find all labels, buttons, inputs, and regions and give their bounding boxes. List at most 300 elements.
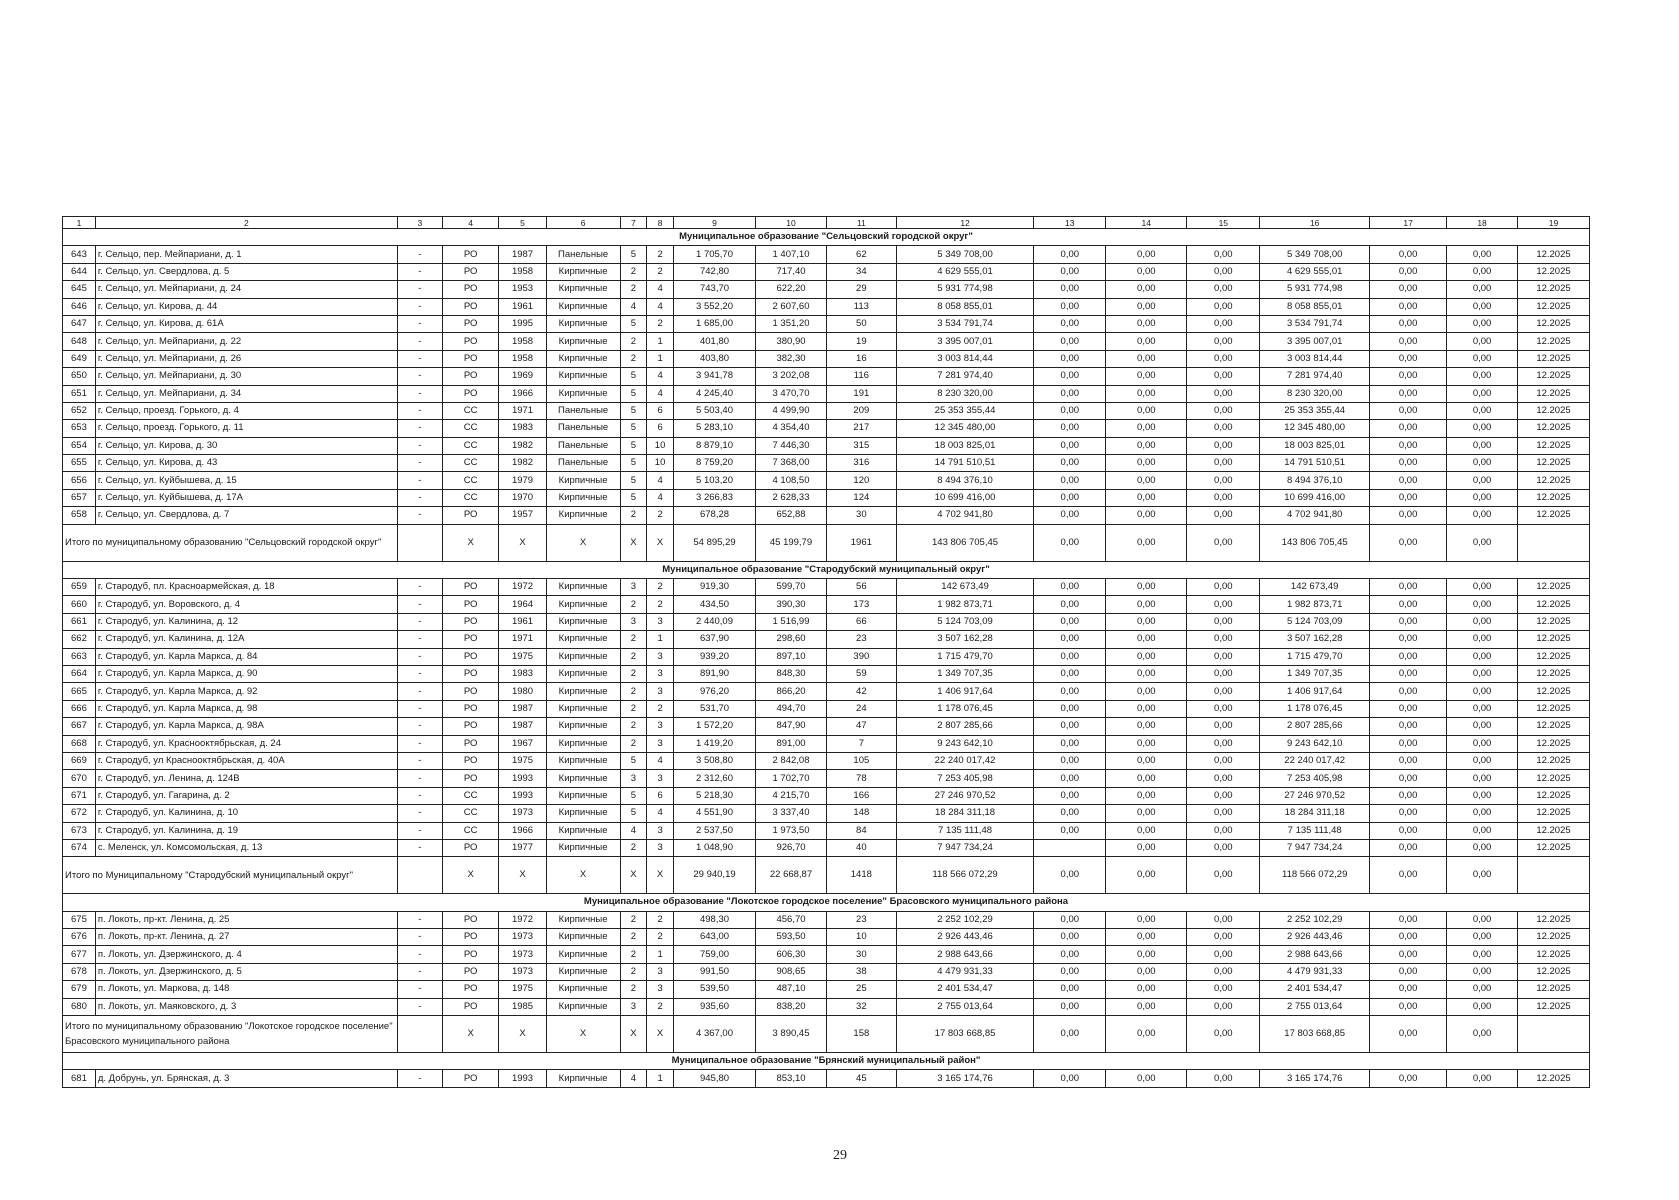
table-cell: Кирпичные: [546, 315, 620, 332]
table-cell: 680: [63, 998, 96, 1015]
table-cell: 0,00: [1447, 805, 1518, 822]
table-cell: 5: [620, 420, 647, 437]
table-row: [63, 263, 1590, 280]
total-cell: 0,00: [1187, 1016, 1260, 1053]
table-cell: 670: [63, 770, 96, 787]
table-cell: 0,00: [1370, 700, 1447, 717]
table-cell: 0,00: [1447, 489, 1518, 506]
table-cell: 2 807 285,66: [896, 718, 1034, 735]
table-cell: 674: [63, 839, 96, 856]
table-cell: 5: [620, 455, 647, 472]
table-cell: 0,00: [1370, 839, 1447, 856]
table-cell: 7 253 405,98: [896, 770, 1034, 787]
total-cell: Х: [442, 524, 498, 561]
table-cell: 0,00: [1447, 385, 1518, 402]
table-cell: 3 552,20: [673, 298, 755, 315]
table-cell: 0,00: [1106, 648, 1187, 665]
table-cell: 0,00: [1034, 385, 1106, 402]
table-cell: 0,00: [1370, 665, 1447, 682]
table-cell: 78: [826, 770, 896, 787]
table-cell: 0,00: [1370, 472, 1447, 489]
table-row: [63, 281, 1590, 298]
total-cell: Х: [546, 857, 620, 894]
table-cell: 2: [647, 246, 674, 263]
table-cell: 5 124 703,09: [1260, 613, 1370, 630]
table-cell: 9 243 642,10: [896, 735, 1034, 752]
address-cell: п. Локоть, пр-кт. Ленина, д. 27: [95, 929, 397, 946]
table-cell: 2: [620, 507, 647, 524]
table-cell: 12.2025: [1517, 963, 1589, 980]
table-row: [63, 437, 1590, 454]
total-cell: 143 806 705,45: [1260, 524, 1370, 561]
table-cell: СС: [442, 805, 498, 822]
table-cell: 5: [620, 752, 647, 769]
table-cell: 0,00: [1106, 437, 1187, 454]
table-cell: 662: [63, 631, 96, 648]
table-cell: 0,00: [1187, 700, 1260, 717]
table-row: [63, 1070, 1590, 1087]
table-cell: 669: [63, 752, 96, 769]
table-cell: 2: [647, 315, 674, 332]
table-cell: 2 252 102,29: [896, 911, 1034, 928]
table-cell: 18 003 825,01: [1260, 437, 1370, 454]
table-cell: 50: [826, 315, 896, 332]
table-cell: 0,00: [1106, 822, 1187, 839]
table-cell: 681: [63, 1070, 96, 1087]
table-cell: 498,30: [673, 911, 755, 928]
table-cell: 0,00: [1106, 805, 1187, 822]
table-cell: -: [397, 472, 442, 489]
table-cell: 0,00: [1034, 648, 1106, 665]
table-cell: 84: [826, 822, 896, 839]
table-cell: -: [397, 596, 442, 613]
table-cell: 663: [63, 648, 96, 665]
table-cell: 5 124 703,09: [896, 613, 1034, 630]
table-cell: 124: [826, 489, 896, 506]
total-cell: 1961: [826, 524, 896, 561]
total-cell: Х: [546, 1016, 620, 1053]
table-cell: 3 941,78: [673, 368, 755, 385]
table-cell: 0,00: [1106, 787, 1187, 804]
table-cell: Кирпичные: [546, 718, 620, 735]
table-cell: РО: [442, 981, 498, 998]
table-row: [63, 420, 1590, 437]
table-cell: 657: [63, 489, 96, 506]
table-cell: РО: [442, 368, 498, 385]
table-cell: 12.2025: [1517, 489, 1589, 506]
table-cell: 1 048,90: [673, 839, 755, 856]
table-row: [63, 596, 1590, 613]
table-cell: -: [397, 385, 442, 402]
table-cell: Кирпичные: [546, 770, 620, 787]
table-cell: 0,00: [1447, 631, 1518, 648]
table-cell: 0,00: [1034, 455, 1106, 472]
table-row: [63, 981, 1590, 998]
column-number-row: [63, 217, 1590, 229]
table-row: [63, 298, 1590, 315]
table-cell: 32: [826, 998, 896, 1015]
table-cell: 0,00: [1187, 368, 1260, 385]
table-cell: 0,00: [1370, 402, 1447, 419]
table-cell: 0,00: [1187, 333, 1260, 350]
table-cell: 866,20: [756, 683, 827, 700]
table-cell: РО: [442, 298, 498, 315]
address-cell: г. Стародуб, ул. Калинина, д. 19: [95, 822, 397, 839]
column-number-header: 17: [1370, 217, 1447, 229]
table-cell: 4: [647, 805, 674, 822]
table-cell: 0,00: [1034, 631, 1106, 648]
table-cell: 2 926 443,46: [1260, 929, 1370, 946]
table-cell: СС: [442, 489, 498, 506]
table-cell: СС: [442, 437, 498, 454]
table-cell: 38: [826, 963, 896, 980]
table-cell: 606,30: [756, 946, 827, 963]
column-number-header: 14: [1106, 217, 1187, 229]
section-total-row: [63, 1016, 1590, 1053]
total-cell: [397, 1016, 442, 1053]
table-cell: 0,00: [1370, 770, 1447, 787]
table-cell: Кирпичные: [546, 648, 620, 665]
address-cell: п. Локоть, ул. Маяковского, д. 3: [95, 998, 397, 1015]
table-cell: -: [397, 700, 442, 717]
table-cell: 1987: [499, 718, 546, 735]
table-cell: 7 368,00: [756, 455, 827, 472]
table-cell: -: [397, 281, 442, 298]
table-cell: 10 699 416,00: [1260, 489, 1370, 506]
table-row: [63, 683, 1590, 700]
table-cell: 0,00: [1106, 770, 1187, 787]
table-cell: 5: [620, 402, 647, 419]
table-cell: 4: [620, 1070, 647, 1087]
table-cell: 1 982 873,71: [1260, 596, 1370, 613]
address-cell: п. Локоть, пр-кт. Ленина, д. 25: [95, 911, 397, 928]
table-cell: 0,00: [1187, 911, 1260, 928]
table-cell: СС: [442, 472, 498, 489]
table-cell: 1973: [499, 946, 546, 963]
table-cell: Кирпичные: [546, 385, 620, 402]
table-cell: 2: [620, 839, 647, 856]
table-row: [63, 472, 1590, 489]
table-cell: РО: [442, 963, 498, 980]
table-cell: 2: [620, 735, 647, 752]
table-cell: 2: [620, 333, 647, 350]
table-cell: 659: [63, 579, 96, 596]
table-row: [63, 489, 1590, 506]
table-cell: -: [397, 770, 442, 787]
table-cell: 0,00: [1187, 613, 1260, 630]
table-cell: 2 607,60: [756, 298, 827, 315]
total-cell: Х: [546, 524, 620, 561]
table-cell: 0,00: [1187, 963, 1260, 980]
table-cell: 0,00: [1370, 787, 1447, 804]
table-cell: 0,00: [1106, 735, 1187, 752]
table-cell: 12.2025: [1517, 385, 1589, 402]
table-cell: 5: [620, 805, 647, 822]
table-cell: 2: [620, 718, 647, 735]
table-cell: 4 702 941,80: [896, 507, 1034, 524]
table-cell: 1958: [499, 263, 546, 280]
table-cell: СС: [442, 420, 498, 437]
table-cell: 142 673,49: [896, 579, 1034, 596]
table-cell: 4 479 931,33: [896, 963, 1034, 980]
table-cell: -: [397, 998, 442, 1015]
table-cell: Панельные: [546, 420, 620, 437]
table-cell: 0,00: [1370, 998, 1447, 1015]
table-cell: 2: [620, 929, 647, 946]
table-cell: 59: [826, 665, 896, 682]
total-cell: Х: [647, 524, 674, 561]
table-cell: 0,00: [1034, 822, 1106, 839]
table-cell: 4 215,70: [756, 787, 827, 804]
table-cell: 12.2025: [1517, 472, 1589, 489]
table-cell: 0,00: [1034, 420, 1106, 437]
column-number-header: 9: [673, 217, 755, 229]
table-cell: 0,00: [1370, 333, 1447, 350]
table-cell: 0,00: [1034, 946, 1106, 963]
table-row: [63, 665, 1590, 682]
table-cell: 0,00: [1106, 1070, 1187, 1087]
table-cell: 1983: [499, 420, 546, 437]
table-cell: 4 245,40: [673, 385, 755, 402]
table-cell: 12 345 480,00: [1260, 420, 1370, 437]
table-cell: 1 349 707,35: [1260, 665, 1370, 682]
table-cell: 0,00: [1106, 385, 1187, 402]
table-cell: 12.2025: [1517, 911, 1589, 928]
table-cell: 403,80: [673, 350, 755, 367]
table-cell: -: [397, 718, 442, 735]
table-cell: 0,00: [1370, 489, 1447, 506]
table-cell: 0,00: [1370, 246, 1447, 263]
address-cell: г. Стародуб, ул. Карла Маркса, д. 98: [95, 700, 397, 717]
table-cell: 0,00: [1187, 385, 1260, 402]
table-cell: 22 240 017,42: [896, 752, 1034, 769]
table-cell: Кирпичные: [546, 805, 620, 822]
table-cell: 6: [647, 402, 674, 419]
table-cell: -: [397, 333, 442, 350]
table-cell: 12.2025: [1517, 579, 1589, 596]
table-cell: 18 284 311,18: [1260, 805, 1370, 822]
table-cell: 1 351,20: [756, 315, 827, 332]
table-cell: 0,00: [1034, 298, 1106, 315]
section-total-row: [63, 857, 1590, 894]
table-cell: 0,00: [1187, 281, 1260, 298]
table-cell: 3: [647, 683, 674, 700]
table-cell: 0,00: [1034, 770, 1106, 787]
table-cell: 4: [647, 489, 674, 506]
table-cell: 0,00: [1187, 596, 1260, 613]
address-cell: г. Стародуб, ул. Воровского, д. 4: [95, 596, 397, 613]
table-cell: 3 003 814,44: [896, 350, 1034, 367]
table-cell: 0,00: [1187, 263, 1260, 280]
table-cell: 0,00: [1034, 437, 1106, 454]
table-cell: 0,00: [1034, 489, 1106, 506]
table-cell: 12.2025: [1517, 281, 1589, 298]
table-cell: Панельные: [546, 437, 620, 454]
address-cell: г. Сельцо, пер. Мейпариани, д. 1: [95, 246, 397, 263]
table-cell: РО: [442, 613, 498, 630]
table-cell: 3: [647, 718, 674, 735]
table-cell: 647: [63, 315, 96, 332]
column-number-header: 2: [95, 217, 397, 229]
table-cell: 645: [63, 281, 96, 298]
table-cell: РО: [442, 929, 498, 946]
table-cell: 1970: [499, 489, 546, 506]
table-cell: РО: [442, 700, 498, 717]
table-row: [63, 822, 1590, 839]
table-cell: Кирпичные: [546, 298, 620, 315]
table-cell: 0,00: [1034, 472, 1106, 489]
table-cell: 173: [826, 596, 896, 613]
table-cell: Панельные: [546, 455, 620, 472]
table-cell: 0,00: [1447, 963, 1518, 980]
table-cell: -: [397, 683, 442, 700]
table-cell: Кирпичные: [546, 929, 620, 946]
table-cell: 679: [63, 981, 96, 998]
table-cell: 2 401 534,47: [1260, 981, 1370, 998]
table-cell: 0,00: [1187, 472, 1260, 489]
table-cell: 2 252 102,29: [1260, 911, 1370, 928]
table-cell: 8 230 320,00: [1260, 385, 1370, 402]
table-cell: 1 982 873,71: [896, 596, 1034, 613]
table-cell: 0,00: [1447, 579, 1518, 596]
table-cell: 12.2025: [1517, 507, 1589, 524]
table-cell: 1 419,20: [673, 735, 755, 752]
table-cell: -: [397, 368, 442, 385]
table-cell: 5: [620, 315, 647, 332]
table-cell: 0,00: [1370, 752, 1447, 769]
table-cell: 0,00: [1187, 579, 1260, 596]
table-cell: 652,88: [756, 507, 827, 524]
table-cell: 0,00: [1106, 350, 1187, 367]
table-cell: 5: [620, 489, 647, 506]
table-cell: 3: [647, 648, 674, 665]
table-cell: 209: [826, 402, 896, 419]
table-cell: 5: [620, 385, 647, 402]
table-cell: 0,00: [1106, 472, 1187, 489]
section-title: Муниципальное образование "Стародубский муниципальный округ": [63, 561, 1590, 578]
table-cell: 1 178 076,45: [1260, 700, 1370, 717]
table-cell: РО: [442, 718, 498, 735]
table-cell: 0,00: [1447, 315, 1518, 332]
total-cell: 1418: [826, 857, 896, 894]
address-cell: г. Сельцо, ул. Мейпариани, д. 30: [95, 368, 397, 385]
table-cell: 5 931 774,98: [1260, 281, 1370, 298]
table-cell: РО: [442, 1070, 498, 1087]
address-cell: г. Сельцо, ул. Мейпариани, д. 26: [95, 350, 397, 367]
table-row: [63, 648, 1590, 665]
table-cell: Кирпичные: [546, 822, 620, 839]
table-cell: 34: [826, 263, 896, 280]
table-cell: 0,00: [1447, 472, 1518, 489]
table-cell: 661: [63, 613, 96, 630]
total-cell: 22 668,87: [756, 857, 827, 894]
total-cell: 0,00: [1447, 524, 1518, 561]
table-cell: 0,00: [1106, 455, 1187, 472]
table-cell: 847,90: [756, 718, 827, 735]
total-cell: Х: [499, 857, 546, 894]
section-header-row: [63, 561, 1590, 578]
table-cell: 0,00: [1370, 368, 1447, 385]
address-cell: п. Локоть, ул. Маркова, д. 148: [95, 981, 397, 998]
table-cell: 0,00: [1034, 718, 1106, 735]
table-cell: РО: [442, 631, 498, 648]
table-cell: 3 507 162,28: [1260, 631, 1370, 648]
column-number-header: 19: [1517, 217, 1589, 229]
table-cell: 4: [647, 752, 674, 769]
column-number-header: 5: [499, 217, 546, 229]
table-cell: 3 266,83: [673, 489, 755, 506]
table-cell: 105: [826, 752, 896, 769]
table-cell: 23: [826, 911, 896, 928]
total-cell: 0,00: [1370, 524, 1447, 561]
table-cell: 0,00: [1370, 929, 1447, 946]
table-cell: 531,70: [673, 700, 755, 717]
table-cell: 2: [647, 596, 674, 613]
table-cell: 191: [826, 385, 896, 402]
table-cell: 0,00: [1034, 805, 1106, 822]
table-cell: Кирпичные: [546, 946, 620, 963]
table-cell: 658: [63, 507, 96, 524]
table-cell: 1972: [499, 911, 546, 928]
table-cell: 8 058 855,01: [896, 298, 1034, 315]
table-cell: 382,30: [756, 350, 827, 367]
table-cell: 0,00: [1370, 281, 1447, 298]
table-cell: 12.2025: [1517, 298, 1589, 315]
table-cell: Кирпичные: [546, 735, 620, 752]
table-cell: РО: [442, 911, 498, 928]
table-cell: 1966: [499, 822, 546, 839]
table-cell: 25 353 355,44: [896, 402, 1034, 419]
table-cell: 14 791 510,51: [1260, 455, 1370, 472]
table-cell: 0,00: [1187, 683, 1260, 700]
table-cell: 743,70: [673, 281, 755, 298]
table-cell: 0,00: [1187, 752, 1260, 769]
table-cell: 120: [826, 472, 896, 489]
table-cell: 939,20: [673, 648, 755, 665]
table-cell: 7 446,30: [756, 437, 827, 454]
table-cell: 30: [826, 507, 896, 524]
table-cell: 0,00: [1106, 246, 1187, 263]
table-cell: 12.2025: [1517, 946, 1589, 963]
address-cell: г. Сельцо, ул. Свердлова, д. 7: [95, 507, 397, 524]
table-cell: 3 508,80: [673, 752, 755, 769]
table-cell: 0,00: [1034, 315, 1106, 332]
table-cell: 12.2025: [1517, 596, 1589, 613]
table-cell: 1982: [499, 455, 546, 472]
table-cell: 1983: [499, 665, 546, 682]
table-cell: 0,00: [1106, 579, 1187, 596]
table-cell: -: [397, 735, 442, 752]
table-cell: 1966: [499, 385, 546, 402]
table-cell: 0,00: [1187, 839, 1260, 856]
table-cell: 2 755 013,64: [1260, 998, 1370, 1015]
table-row: [63, 770, 1590, 787]
table-cell: 12.2025: [1517, 929, 1589, 946]
table-cell: 0,00: [1447, 246, 1518, 263]
table-cell: 12.2025: [1517, 683, 1589, 700]
table-cell: 539,50: [673, 981, 755, 998]
table-cell: 62: [826, 246, 896, 263]
table-cell: 0,00: [1034, 579, 1106, 596]
table-cell: 0,00: [1370, 631, 1447, 648]
table-cell: 622,20: [756, 281, 827, 298]
table-cell: 0,00: [1447, 455, 1518, 472]
table-cell: 1958: [499, 333, 546, 350]
table-cell: 593,50: [756, 929, 827, 946]
table-cell: 7 281 974,40: [896, 368, 1034, 385]
total-cell: 0,00: [1106, 857, 1187, 894]
table-cell: 0,00: [1447, 787, 1518, 804]
